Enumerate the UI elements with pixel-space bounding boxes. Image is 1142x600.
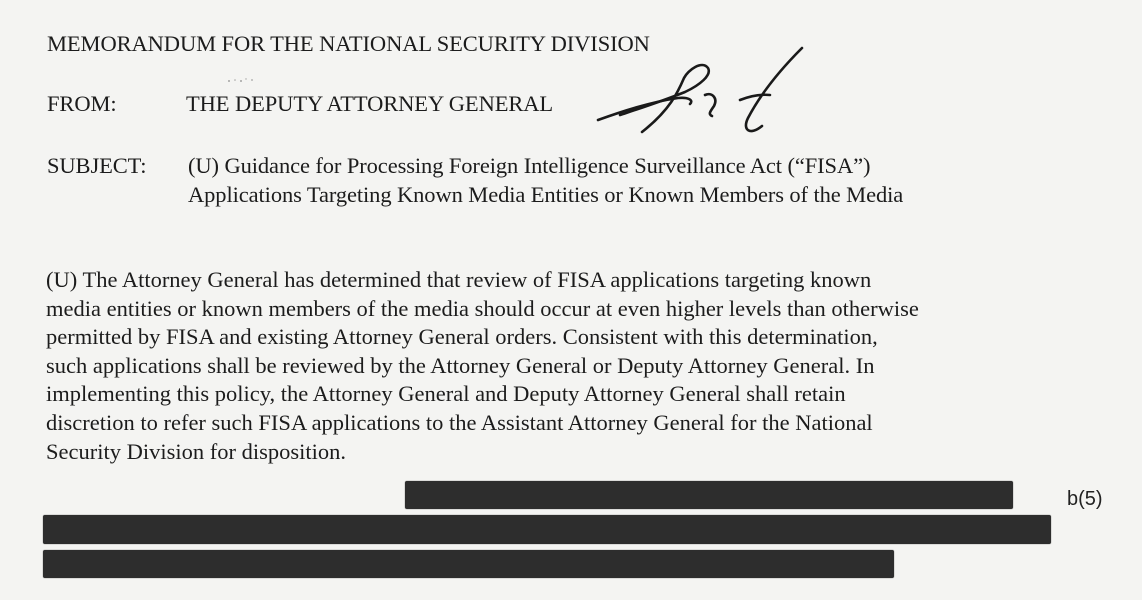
body-line: Security Division for disposition. (46, 438, 346, 464)
redaction-bar (405, 481, 1013, 509)
body-line: (U) The Attorney General has determined that review of FISA applications targeting known (46, 267, 872, 292)
memo-to-line: MEMORANDUM FOR THE NATIONAL SECURITY DIVISION (47, 31, 650, 56)
redaction-exemption-code: b(5) (1067, 488, 1103, 510)
scan-smudge (226, 76, 256, 84)
subject-line-1: (U) Guidance for Processing Foreign Intelligence Surveillance Act (“FISA”) (188, 153, 871, 178)
body-line: discretion to refer such FISA applications to the Assistant Attorney General for the National (46, 409, 873, 435)
body-line: media entities or known members of the media should occur at even higher levels than otherwise (46, 295, 919, 321)
from-value: THE DEPUTY ATTORNEY GENERAL (186, 91, 554, 116)
handwritten-signature (590, 40, 820, 150)
redaction-bar (43, 550, 894, 578)
subject-label: SUBJECT: (47, 153, 147, 178)
redaction-bar (43, 515, 1051, 544)
subject-line-2: Applications Targeting Known Media Entities or Known Members of the Media (188, 182, 904, 207)
from-label: FROM: (47, 91, 117, 116)
body-line: permitted by FISA and existing Attorney General orders. Consistent with this determination, (46, 324, 878, 350)
body-paragraph (46, 266, 1106, 466)
body-line: implementing this policy, the Attorney General and Deputy Attorney General shall retain (46, 381, 846, 407)
body-line: such applications shall be reviewed by the Attorney General or Deputy Attorney General. In (46, 352, 875, 378)
